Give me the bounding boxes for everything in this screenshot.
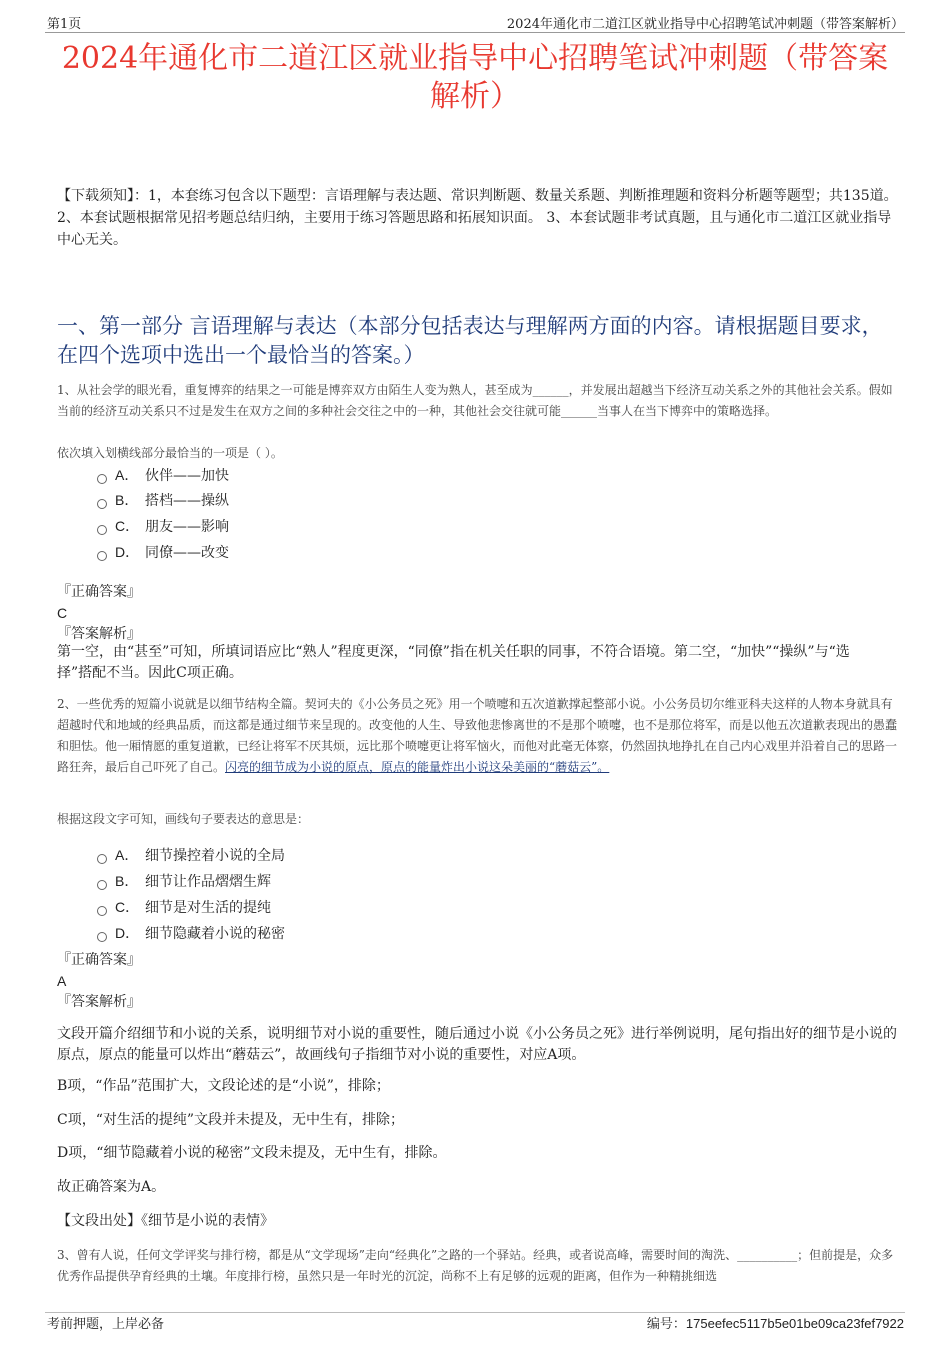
q1-analysis-label: 『答案解析』 [57, 626, 141, 642]
q2-analysis-para: 文段开篇介绍细节和小说的关系，说明细节对小说的重要性，随后通过小说《小公务员之死》进行举例说明，尾句指出好的细节是小说的原点，原点的能量可以炸出“蘑菇云”，故画线句子指细节对小说的重要性，对应A项。 [57, 1026, 897, 1063]
option-text: 搭档——操纵 [145, 493, 229, 509]
header-divider [45, 32, 905, 33]
radio-icon[interactable] [97, 880, 107, 890]
code-label: 编号： [646, 1317, 686, 1332]
q3-stem: 3、曾有人说，任何文学评奖与排行榜，都是从“文学现场”走向“经典化”之路的一个驿站。经典，或者说高峰，需要时间的淘洗、__________；但前提是，众多优秀作品提供孕育经典的土壤。年度排行榜，虽然只是一年时光的沉淀，尚称不上有足够的远观的距离，但作为一种精挑细选 [57, 1248, 894, 1283]
section-heading: 一、第一部分 言语理解与表达（本部分包括表达与理解两方面的内容。请根据题目要求，在四个选项中选出一个最恰当的答案。） [57, 314, 883, 367]
q2-analysis-para: B项，“作品”范围扩大，文段论述的是“小说”，排除； [57, 1078, 390, 1094]
option-text: 伙伴——加快 [145, 468, 229, 484]
option-text: 细节操控着小说的全局 [145, 848, 285, 864]
radio-icon[interactable] [97, 854, 107, 864]
q1-answer: C [57, 605, 68, 621]
q1-option-d[interactable] [97, 542, 229, 563]
option-text: 细节隐藏着小说的秘密 [145, 926, 285, 942]
q2-option-b[interactable] [97, 871, 271, 892]
q1-prompt: 依次填入划横线部分最恰当的一项是（ ）。 [57, 446, 283, 460]
q2-analysis-para: 故正确答案为A。 [57, 1179, 166, 1195]
q2-stem [57, 694, 897, 778]
radio-icon[interactable] [97, 932, 107, 942]
option-letter: C． [115, 899, 140, 915]
option-letter: B． [115, 492, 139, 508]
q2-underlined-sentence: 闪亮的细节成为小说的原点，原点的能量炸出小说这朵美丽的“蘑菇云”。 [225, 760, 610, 774]
q2-stem-text: 2、一些优秀的短篇小说就是以细节结构全篇。契诃夫的《小公务员之死》用一个喷嚏和五次道歉撑起整部小说。小公务员切尔维亚科夫这样的人物本身就具有超越时代和地域的经典品质，而这都是通过细节来呈现的。改变他的人生、导致他悲惨离世的不是那个喷嚏，也不是那位将军，而是以他五次道歉表现出的愚蠢和胆怯。他一厢情愿的重复道歉，已经让将军不厌其烦，远比那个喷嚏更让将军恼火，而他对此毫无体察，仍然固执地挣扎在自己内心戏里并沿着自己的思路一路狂奔，最后自己吓死了自己。 [57, 697, 898, 774]
q2-option-d[interactable] [97, 923, 285, 944]
q2-analysis-label: 『答案解析』 [57, 994, 141, 1010]
running-title: 2024年通化市二道江区就业指导中心招聘笔试冲刺题（带答案解析） [506, 17, 904, 32]
q1-correct-label: 『正确答案』 [57, 584, 141, 600]
option-letter: A． [115, 847, 139, 863]
option-letter: B． [115, 873, 139, 889]
q2-analysis-para: C项，“对生活的提纯”文段并未提及，无中生有，排除； [57, 1112, 405, 1128]
option-text: 细节是对生活的提纯 [145, 900, 271, 916]
q2-analysis-para: D项，“细节隐藏着小说的秘密”文段未提及，无中生有，排除。 [57, 1145, 447, 1161]
option-letter: C． [115, 518, 140, 534]
q2-option-c[interactable] [97, 897, 271, 918]
document-code [647, 1313, 904, 1332]
page-number: 第1页 [47, 17, 82, 32]
option-text: 细节让作品熠熠生辉 [145, 874, 271, 890]
radio-icon[interactable] [97, 551, 107, 561]
q1-option-b[interactable] [97, 490, 229, 511]
option-text: 同僚——改变 [145, 545, 229, 561]
q1-stem: 1、从社会学的眼光看，重复博弈的结果之一可能是博弈双方由陌生人变为熟人，甚至成为______，并发展出超越当下经济互动关系之外的其他社会关系。假如当前的经济互动关系只不过是发生在双方之间的多种社会交往之中的一种，其他社会交往就可能______当事人在当下博弈中的策略选择。 [57, 383, 893, 418]
option-letter: D． [115, 925, 140, 941]
q2-option-a[interactable] [97, 845, 285, 866]
download-notice: 【下载须知】：1，本套练习包含以下题型：言语理解与表达题、常识判断题、数量关系题、判断推理题和资料分析题等题型；共135道。 2、本套试题根据常见招考题总结归纳，主要用于练习答题思路和拓展知识面。 3、本套试题非考试真题，且与通化市二道江区就业指导中心无关。 [57, 188, 898, 248]
option-letter: A． [115, 467, 139, 483]
option-text: 朋友——影响 [145, 519, 229, 535]
radio-icon[interactable] [97, 525, 107, 535]
code-value: 175eefec5117b5e01be09ca23fef7922 [685, 1316, 904, 1331]
radio-icon[interactable] [97, 499, 107, 509]
q1-option-a[interactable] [97, 465, 229, 486]
option-letter: D． [115, 544, 140, 560]
q2-source: 【文段出处】《细节是小说的表情》 [57, 1213, 274, 1229]
q2-prompt: 根据这段文字可知，画线句子要表达的意思是： [57, 812, 310, 826]
q2-answer: A [57, 973, 67, 989]
radio-icon[interactable] [97, 906, 107, 916]
radio-icon[interactable] [97, 474, 107, 484]
document-title: 2024年通化市二道江区就业指导中心招聘笔试冲刺题（带答案解析） [61, 41, 889, 114]
q2-correct-label: 『正确答案』 [57, 952, 141, 968]
footer-slogan: 考前押题，上岸必备 [47, 1317, 165, 1332]
q1-option-c[interactable] [97, 516, 229, 537]
q1-analysis: 第一空，由“甚至”可知，所填词语应比“熟人”程度更深，“同僚”指在机关任职的同事，不符合语境。第二空，“加快”“操纵”与“选择”搭配不当。因此C项正确。 [57, 644, 850, 681]
